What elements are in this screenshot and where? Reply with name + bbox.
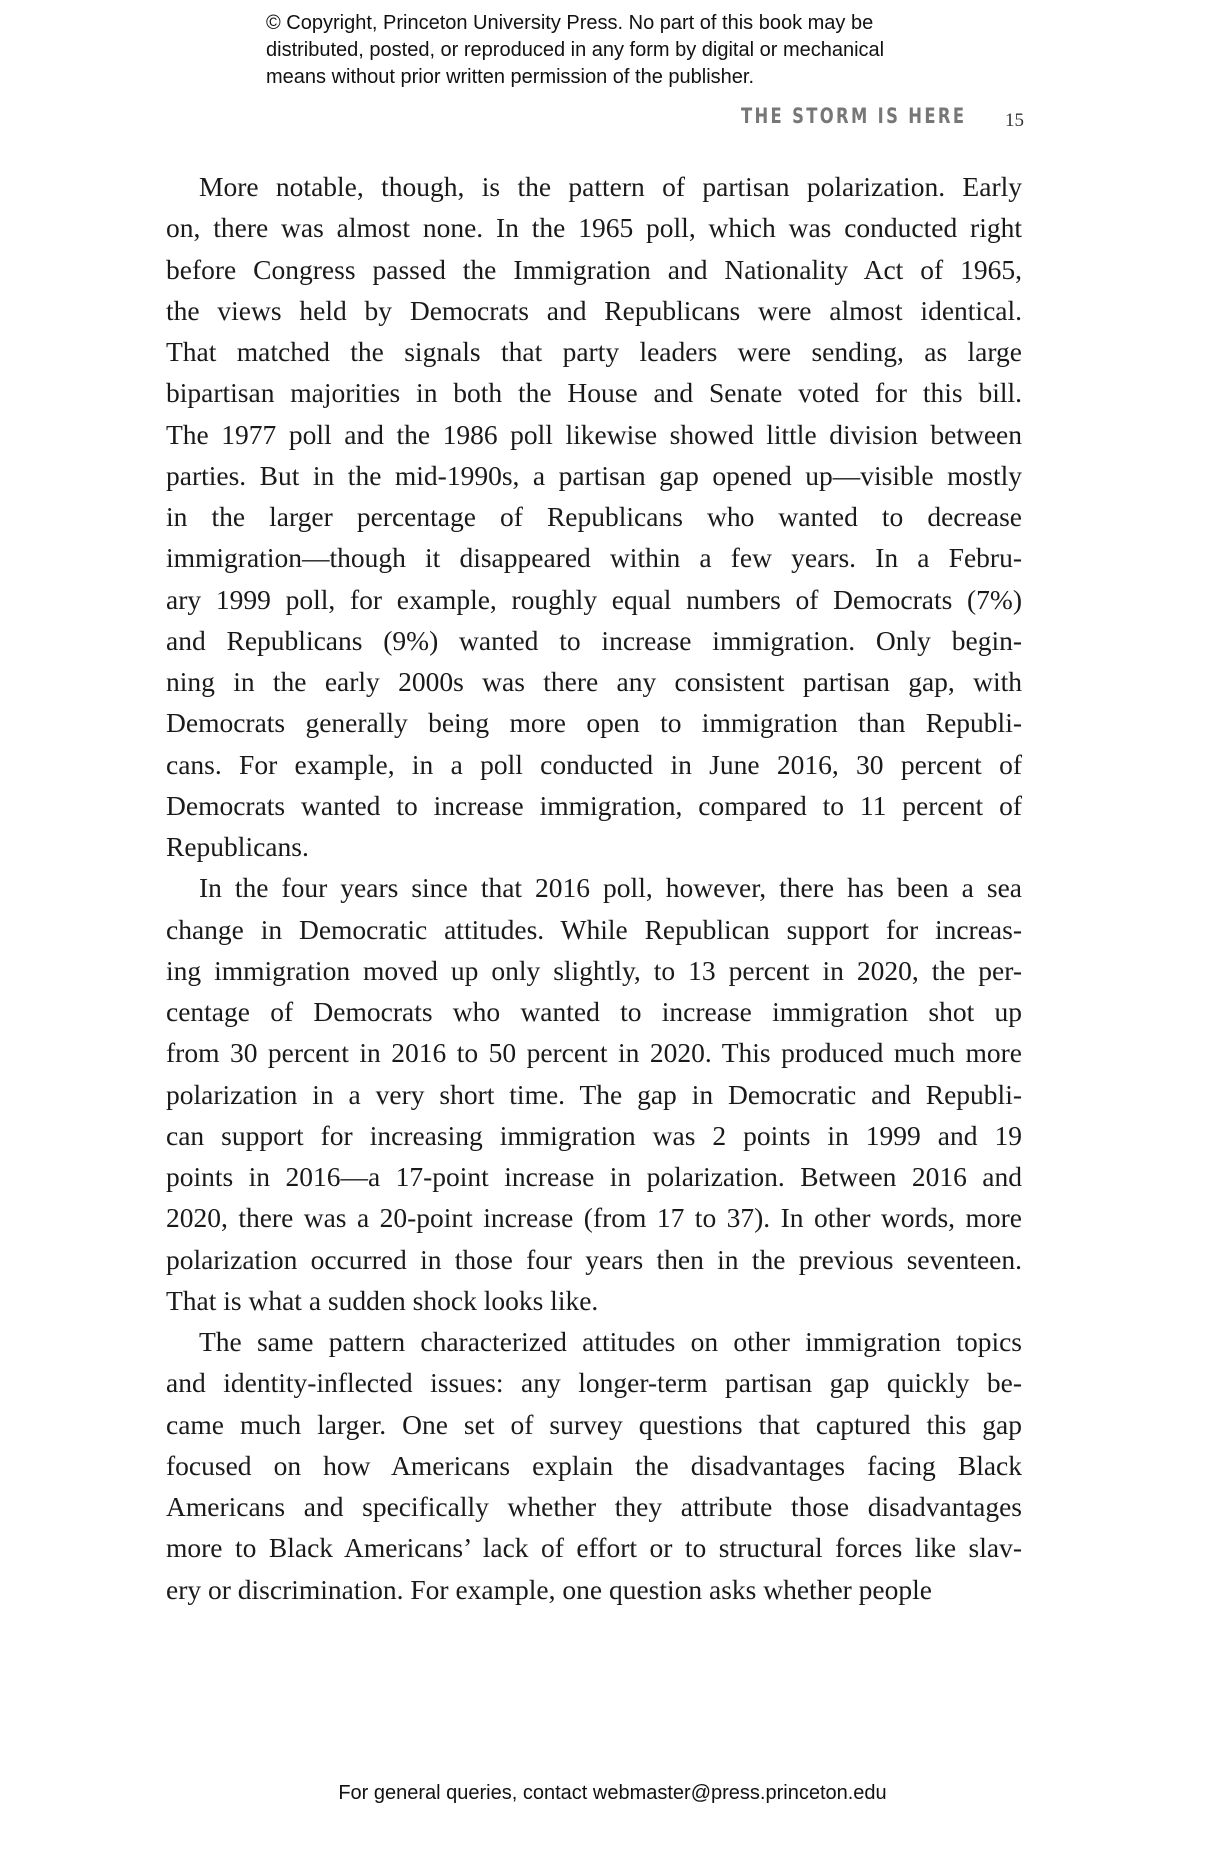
text-line: the views held by Democrats and Republicans were almost identical. [166, 294, 1022, 326]
text-line: immigration—though it disappeared within a few years. In a Febru- [166, 542, 1022, 574]
text-line: change in Democratic attitudes. While Republican support for increas- [166, 913, 1022, 945]
body-text [166, 166, 1022, 1610]
page-number: 15 [1005, 110, 1024, 131]
running-head: THE STORM IS HERE [741, 104, 967, 128]
text-line: before Congress passed the Immigration and Nationality Act of 1965, [166, 253, 1022, 285]
text-line: bipartisan majorities in both the House and Senate voted for this bill. [166, 377, 1022, 409]
text-line: and identity-inflected issues: any longer-term partisan gap quickly be- [166, 1367, 1022, 1399]
text-line: 2020, there was a 20-point increase (from 17 to 37). In other words, more [166, 1202, 1022, 1234]
text-line: points in 2016—a 17-point increase in polarization. Between 2016 and [166, 1161, 1022, 1192]
text-line: and Republicans (9%) wanted to increase immigration. Only begin- [166, 624, 1022, 656]
text-line: ery or discrimination. For example, one question asks whether people [166, 1573, 932, 1605]
text-line: ary 1999 poll, for example, roughly equal numbers of Democrats (7%) [166, 583, 1022, 615]
text-line: on, there was almost none. In the 1965 poll, which was conducted right [166, 212, 1022, 244]
text-line: ning in the early 2000s was there any consistent partisan gap, with [166, 666, 1022, 697]
copyright-line: distributed, posted, or reproduced in any form by digital or mechanical [266, 39, 885, 61]
text-line: In the four years since that 2016 poll, however, there has been a sea [199, 872, 1022, 904]
paragraph [166, 166, 1022, 867]
text-line: in the larger percentage of Republicans who wanted to decrease [166, 501, 1022, 532]
copyright-line: means without prior written permission of the publisher. [266, 66, 755, 88]
paragraph [166, 867, 1022, 1321]
text-line: more to Black Americans’ lack of effort or to structural forces like slav- [166, 1532, 1022, 1564]
text-line: The same pattern characterized attitudes on other immigration topics [199, 1326, 1022, 1357]
text-line: centage of Democrats who wanted to increase immigration shot up [166, 996, 1022, 1027]
text-line: Democrats generally being more open to immigration than Republi- [166, 707, 1022, 739]
text-line: The 1977 poll and the 1986 poll likewise showed little division between [166, 418, 1022, 450]
text-line: polarization occurred in those four years then in the previous seventeen. [166, 1243, 1022, 1275]
paragraph [166, 1321, 1022, 1610]
footer-contact: For general queries, contact webmaster@press.princeton.edu [338, 1782, 887, 1804]
text-line: cans. For example, in a poll conducted in June 2016, 30 percent of [166, 748, 1022, 780]
text-line: Democrats wanted to increase immigration, compared to 11 percent of [166, 789, 1022, 821]
text-line: Americans and specifically whether they attribute those disadvantages [166, 1491, 1022, 1522]
text-line: from 30 percent in 2016 to 50 percent in 2020. This produced much more [166, 1037, 1022, 1069]
text-line: That matched the signals that party leaders were sending, as large [166, 336, 1022, 367]
text-line: That is what a sudden shock looks like. [166, 1284, 599, 1316]
copyright-notice [266, 10, 986, 91]
text-line: ing immigration moved up only slightly, to 13 percent in 2020, the per- [166, 954, 1022, 986]
text-line: polarization in a very short time. The gap in Democratic and Republi- [166, 1078, 1022, 1110]
text-line: came much larger. One set of survey questions that captured this gap [166, 1408, 1022, 1440]
text-line: Republicans. [166, 831, 309, 862]
copyright-line: © Copyright, Princeton University Press. No part of this book may be [266, 12, 874, 34]
text-line: focused on how Americans explain the disadvantages facing Black [166, 1449, 1022, 1481]
text-line: More notable, though, is the pattern of partisan polarization. Early [199, 171, 1022, 202]
text-line: parties. But in the mid-1990s, a partisan gap opened up—visible mostly [166, 459, 1022, 491]
text-line: can support for increasing immigration was 2 points in 1999 and 19 [166, 1119, 1022, 1151]
